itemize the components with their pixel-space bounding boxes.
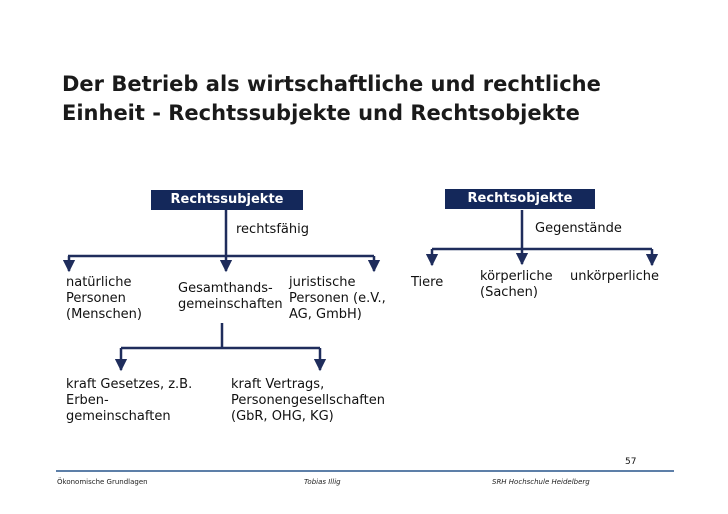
natural-persons-node: [66, 275, 142, 323]
rechtsfaehig-label: rechtsfähig: [236, 222, 309, 237]
footer-institution: SRH Hochschule Heidelberg: [492, 478, 590, 486]
footer-author: Tobias Illig: [304, 478, 341, 486]
tangible-line-2: (Sachen): [480, 285, 538, 300]
by-law-line-3: gemeinschaften: [66, 409, 171, 424]
animals-node: Tiere: [411, 275, 444, 290]
tangible-node: [480, 269, 553, 301]
footer-rule: [56, 470, 674, 472]
by-law-line-2: Erben-: [66, 393, 109, 408]
joint-line-2: gemeinschaften: [178, 297, 283, 312]
tangible-line-1: körperliche: [480, 269, 553, 284]
natural-line-1: natürliche: [66, 275, 132, 290]
footer-course: Ökonomische Grundlagen: [57, 478, 148, 486]
juristic-line-3: AG, GmbH): [289, 307, 362, 322]
rechtsobjekte-header: Rechtsobjekte: [445, 189, 595, 209]
by-contract-node: [231, 377, 385, 425]
juristic-persons-node: [289, 275, 386, 323]
slide-title-line-1: Der Betrieb als wirtschaftliche und rechtliche: [62, 72, 601, 96]
natural-line-2: Personen: [66, 291, 126, 306]
joint-line-1: Gesamthands-: [178, 281, 273, 296]
slide-title-line-2: Einheit - Rechtssubjekte und Rechtsobjekte: [62, 101, 580, 125]
by-law-node: [66, 377, 192, 425]
page-number: 57: [625, 457, 637, 467]
by-law-line-1: kraft Gesetzes, z.B.: [66, 377, 193, 392]
intangible-node: unkörperliche: [570, 269, 660, 284]
joint-ownership-node: [178, 281, 283, 313]
by-contract-line-1: kraft Vertrags,: [231, 377, 325, 392]
by-contract-line-3: (GbR, OHG, KG): [231, 409, 334, 424]
juristic-line-1: juristische: [289, 275, 356, 290]
by-contract-line-2: Personengesellschaften: [231, 393, 385, 408]
gegenstaende-label: Gegenstände: [535, 221, 622, 236]
rechtssubjekte-header: Rechtssubjekte: [151, 190, 303, 210]
natural-line-3: (Menschen): [66, 307, 142, 322]
juristic-line-2: Personen (e.V.,: [289, 291, 386, 306]
